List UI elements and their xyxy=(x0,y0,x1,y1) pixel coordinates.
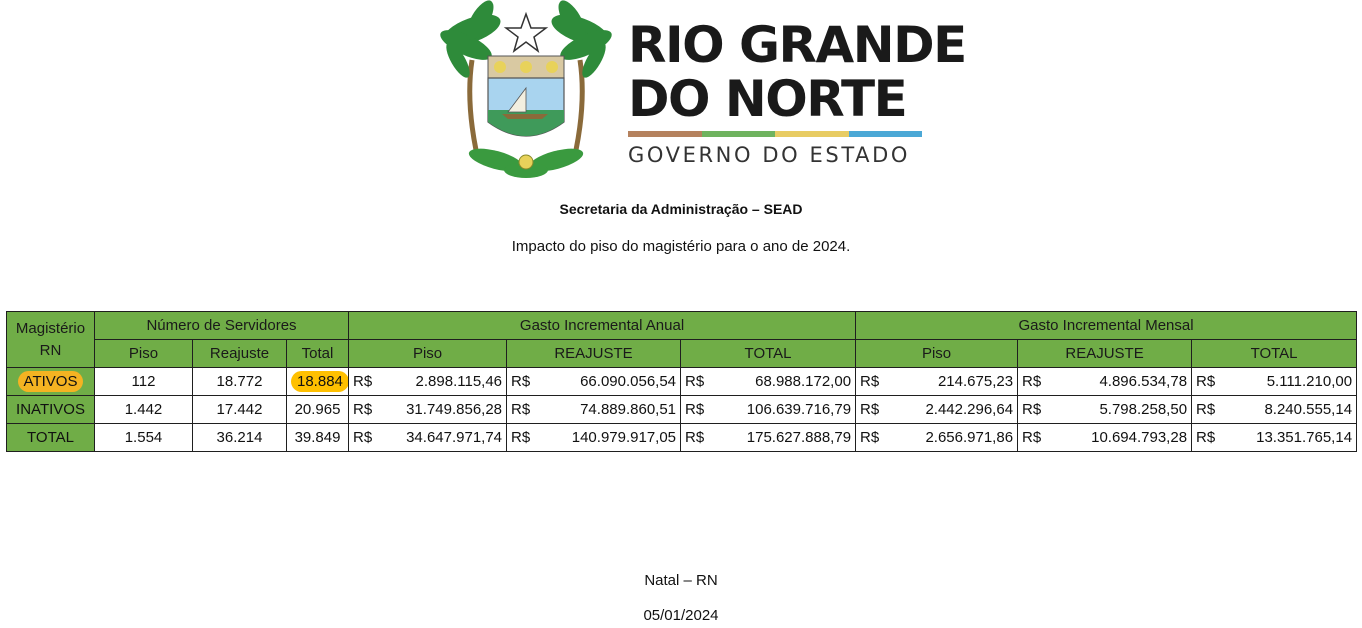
cell-value: 31.749.856,28 xyxy=(406,401,503,418)
currency-symbol: R$ xyxy=(353,401,373,418)
cell-value: 34.647.971,74 xyxy=(406,429,503,446)
cell-mensal-piso xyxy=(856,396,1018,424)
corner-header: Magistério RN xyxy=(7,312,95,368)
cell-value: 2.442.296,64 xyxy=(925,401,1014,418)
currency-symbol: R$ xyxy=(1196,401,1216,418)
footer-place: Natal – RN xyxy=(644,572,718,589)
cell-anual-total xyxy=(681,396,856,424)
cell-value: 2.898.115,46 xyxy=(415,373,503,390)
table-row xyxy=(7,424,1357,452)
row-label-text: ATIVOS xyxy=(18,371,84,392)
currency-symbol: R$ xyxy=(685,429,705,446)
group-header-mensal: Gasto Incremental Mensal xyxy=(856,312,1357,340)
cell-piso: 1.554 xyxy=(95,424,193,452)
cell-value: 68.988.172,00 xyxy=(755,373,852,390)
state-logo xyxy=(436,0,966,190)
row-label: TOTAL xyxy=(7,424,95,452)
currency-symbol: R$ xyxy=(353,429,373,446)
cell-total xyxy=(287,368,349,396)
col-header-mensal-reajuste: REAJUSTE xyxy=(1018,340,1192,368)
color-bar-segment xyxy=(702,131,776,137)
col-header-piso: Piso xyxy=(95,340,193,368)
cell-mensal-reajuste xyxy=(1018,424,1192,452)
cell-reajuste: 36.214 xyxy=(193,424,287,452)
cell-mensal-reajuste xyxy=(1018,396,1192,424)
cell-mensal-total xyxy=(1192,396,1357,424)
cell-anual-reajuste xyxy=(507,396,681,424)
table-row xyxy=(7,368,1357,396)
logo-line-2: DO NORTE xyxy=(628,70,907,128)
cell-anual-piso xyxy=(349,424,507,452)
col-header-anual-reajuste: REAJUSTE xyxy=(507,340,681,368)
logo-wordmark xyxy=(628,16,966,167)
group-header-anual: Gasto Incremental Anual xyxy=(349,312,856,340)
col-header-anual-total: TOTAL xyxy=(681,340,856,368)
cell-value: 74.889.860,51 xyxy=(580,401,677,418)
currency-symbol: R$ xyxy=(511,373,531,390)
cell-value: 4.896.534,78 xyxy=(1099,373,1188,390)
col-header-reajuste: Reajuste xyxy=(193,340,287,368)
cell-anual-total xyxy=(681,424,856,452)
row-label xyxy=(7,368,95,396)
col-header-mensal-piso: Piso xyxy=(856,340,1018,368)
cell-value: 66.090.056,54 xyxy=(580,373,677,390)
cell-piso: 1.442 xyxy=(95,396,193,424)
currency-symbol: R$ xyxy=(1022,429,1042,446)
currency-symbol: R$ xyxy=(511,401,531,418)
col-header-mensal-total: TOTAL xyxy=(1192,340,1357,368)
cell-anual-reajuste xyxy=(507,368,681,396)
color-bar-segment xyxy=(849,131,923,137)
currency-symbol: R$ xyxy=(1196,429,1216,446)
currency-symbol: R$ xyxy=(353,373,373,390)
cell-total: 20.965 xyxy=(287,396,349,424)
cell-reajuste: 17.442 xyxy=(193,396,287,424)
cell-piso: 112 xyxy=(95,368,193,396)
department-title: Secretaria da Administração – SEAD xyxy=(559,201,803,217)
currency-symbol: R$ xyxy=(860,401,880,418)
cell-value: 175.627.888,79 xyxy=(746,429,852,446)
coat-of-arms-icon xyxy=(436,0,616,190)
cell-mensal-total xyxy=(1192,424,1357,452)
cell-anual-reajuste xyxy=(507,424,681,452)
color-bar-segment xyxy=(628,131,702,137)
footer-date: 05/01/2024 xyxy=(643,607,719,624)
currency-symbol: R$ xyxy=(860,429,880,446)
impact-title: Impacto do piso do magistério para o ano de 2024. xyxy=(511,238,851,255)
group-header-servidores: Número de Servidores xyxy=(95,312,349,340)
row-label: INATIVOS xyxy=(7,396,95,424)
cell-value: 8.240.555,14 xyxy=(1264,401,1353,418)
cell-value: 13.351.765,14 xyxy=(1256,429,1353,446)
currency-symbol: R$ xyxy=(1022,373,1042,390)
col-header-total: Total xyxy=(287,340,349,368)
cell-value: 2.656.971,86 xyxy=(925,429,1014,446)
cell-value: 5.111.210,00 xyxy=(1266,373,1353,390)
cell-total: 39.849 xyxy=(287,424,349,452)
currency-symbol: R$ xyxy=(1196,373,1216,390)
cell-reajuste: 18.772 xyxy=(193,368,287,396)
cell-value: 106.639.716,79 xyxy=(746,401,852,418)
currency-symbol: R$ xyxy=(511,429,531,446)
cell-value: 214.675,23 xyxy=(937,373,1014,390)
cell-mensal-reajuste xyxy=(1018,368,1192,396)
cell-value: 140.979.917,05 xyxy=(571,429,677,446)
logo-subtitle: GOVERNO DO ESTADO xyxy=(628,143,911,167)
cell-value: 5.798.258,50 xyxy=(1099,401,1188,418)
cell-value: 10.694.793,28 xyxy=(1091,429,1188,446)
col-header-anual-piso: Piso xyxy=(349,340,507,368)
impact-table xyxy=(6,311,1357,452)
cell-mensal-total xyxy=(1192,368,1357,396)
currency-symbol: R$ xyxy=(1022,401,1042,418)
currency-symbol: R$ xyxy=(685,401,705,418)
cell-anual-piso xyxy=(349,368,507,396)
cell-total-highlight: 18.884 xyxy=(291,371,349,392)
cell-anual-piso xyxy=(349,396,507,424)
table-row xyxy=(7,396,1357,424)
cell-mensal-piso xyxy=(856,368,1018,396)
currency-symbol: R$ xyxy=(685,373,705,390)
cell-anual-total xyxy=(681,368,856,396)
logo-line-1: RIO GRANDE xyxy=(628,16,966,74)
currency-symbol: R$ xyxy=(860,373,880,390)
color-bar-segment xyxy=(775,131,849,137)
cell-mensal-piso xyxy=(856,424,1018,452)
logo-color-bar xyxy=(628,131,922,137)
